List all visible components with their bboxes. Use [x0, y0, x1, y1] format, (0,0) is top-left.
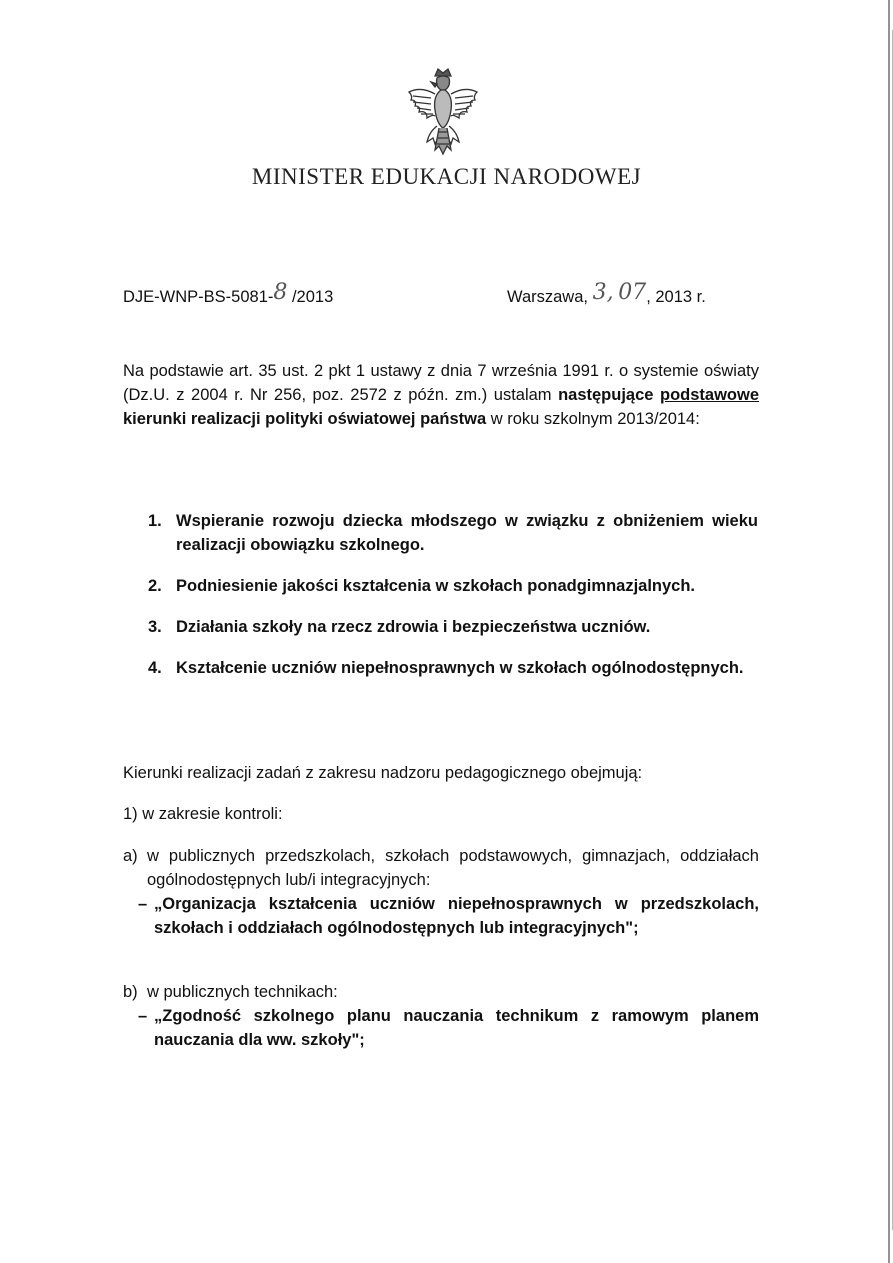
- dash-mark: –: [138, 895, 148, 913]
- place: Warszawa,: [507, 288, 588, 306]
- goal-number: 4.: [148, 659, 162, 677]
- goal-number: 2.: [148, 577, 162, 595]
- section-b-text: w publicznych technikach:: [147, 983, 338, 1001]
- list-item: [148, 615, 758, 639]
- section-b-label: b): [123, 983, 138, 1001]
- section-a-item-text: „Organizacja kształcenia uczniów niepełnosprawnych w przedszkolach, szkołach i oddziałach ogólnodostępnych lub integracyjnych";: [154, 895, 759, 937]
- intro-bold-2: kierunki realizacji polityki oświatowej państwa: [123, 410, 487, 428]
- section-a-label: a): [123, 847, 138, 865]
- list-item: [148, 656, 758, 680]
- section-a-item: [123, 892, 759, 940]
- section-b-item: [123, 1004, 759, 1052]
- section-b: [123, 980, 759, 1052]
- supervision-heading: Kierunki realizacji zadań z zakresu nadzoru pedagogicznego obejmują:: [123, 764, 643, 782]
- section-a: [123, 844, 759, 940]
- section-b-item-text: „Zgodność szkolnego planu nauczania technikum z ramowym planem nauczania dla ww. szkoły";: [154, 1007, 759, 1049]
- intro-text-1: Na podstawie art. 35 ust. 2 pkt 1 ustawy z dnia 7 września 1991 r. o systemie oświaty (Dz.U. z 2004 r. Nr 256, poz. 2572 z późn. zm.) ustalam: [123, 362, 759, 404]
- goal-number: 3.: [148, 618, 162, 636]
- section-a-heading: [123, 844, 759, 892]
- goal-text: Kształcenie uczniów niepełnosprawnych w szkołach ogólnodostępnych.: [176, 659, 744, 677]
- list-item: [148, 574, 758, 598]
- list-item: [148, 509, 758, 557]
- handwritten-day: 3,: [592, 280, 614, 305]
- section-a-text: w publicznych przedszkolach, szkołach podstawowych, gimnazjach, oddziałach ogólnodostępnych lub/i integracyjnych:: [147, 847, 759, 889]
- goal-text: Podniesienie jakości kształcenia w szkołach ponadgimnazjalnych.: [176, 577, 696, 595]
- handwritten-month: 07: [618, 280, 647, 305]
- date-year: , 2013 r.: [646, 288, 706, 306]
- reference-prefix: DJE-WNP-BS-5081-: [123, 288, 274, 306]
- goal-text: Działania szkoły na rzecz zdrowia i bezpieczeństwa uczniów.: [176, 618, 651, 636]
- document-reference: [123, 280, 334, 308]
- ministry-title: MINISTER EDUKACJI NARODOWEJ: [251, 164, 642, 189]
- polish-eagle-emblem-icon: [401, 66, 485, 158]
- intro-paragraph: [123, 359, 759, 431]
- reference-suffix: /2013: [287, 288, 334, 306]
- place-and-date: [507, 280, 706, 308]
- goal-number: 1.: [148, 512, 162, 530]
- intro-bold-1: następujące: [558, 386, 654, 404]
- policy-goals-list: [148, 509, 758, 697]
- handwritten-reference-number: 8: [273, 280, 288, 305]
- intro-underlined: podstawowe: [659, 386, 759, 404]
- dash-mark: –: [138, 1007, 148, 1025]
- intro-text-2: w roku szkolnym 2013/2014:: [486, 410, 700, 428]
- section-b-heading: [123, 980, 759, 1004]
- control-heading: 1) w zakresie kontroli:: [123, 805, 283, 823]
- goal-text: Wspieranie rozwoju dziecka młodszego w związku z obniżeniem wieku realizacji obowiązku szkolnego.: [176, 512, 758, 554]
